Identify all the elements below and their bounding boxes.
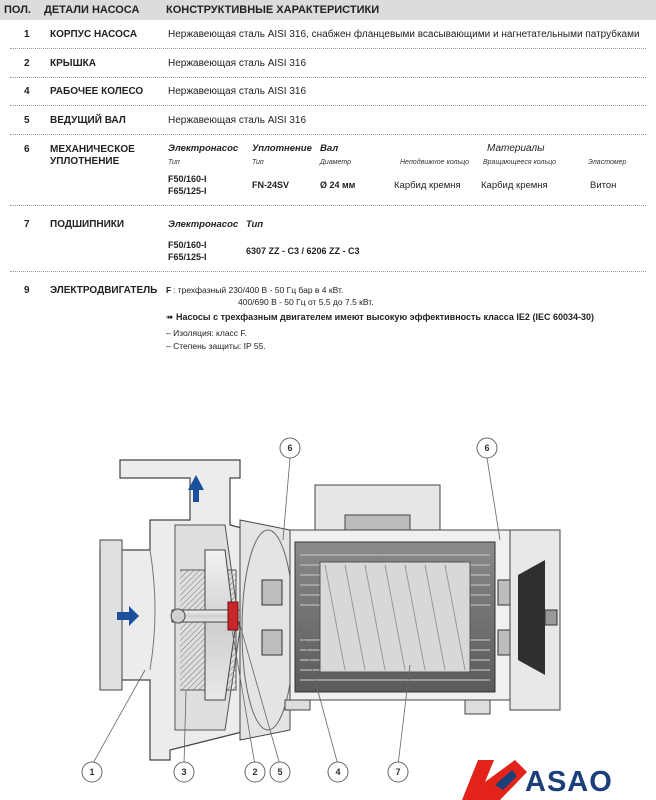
seal-sub-type: Тип	[252, 159, 264, 166]
seal-sub-elastomer: Эластомер	[588, 159, 627, 166]
table-header	[0, 0, 656, 20]
seal-header-seal: Уплотнение	[252, 143, 312, 154]
asao-logo-mark-icon	[462, 760, 527, 800]
seal-fixed-ring-value: Карбид кремня	[394, 180, 461, 191]
row-number: 5	[24, 115, 30, 126]
asao-logo-text: ASAO	[525, 766, 613, 798]
seal-sub-diameter: Диаметр	[320, 159, 351, 166]
motor-protection: – Степень защиты: IP 55.	[166, 341, 266, 351]
row-number: 9	[24, 285, 30, 296]
callout-label: 4	[335, 767, 341, 777]
row-value: Нержавеющая сталь AISI 316	[168, 86, 307, 97]
callout-label: 2	[252, 767, 258, 777]
row-name-line2: УПЛОТНЕНИЕ	[50, 156, 120, 167]
seal-header-materials: Материалы	[487, 143, 545, 154]
row-number: 6	[24, 144, 30, 155]
callout-label: 6	[287, 443, 293, 453]
row-name: ЭЛЕКТРОДВИГАТЕЛЬ	[50, 285, 158, 296]
motor-efficiency-note: ➠ Насосы с трехфазным двигателем имеют высокую эффективность класса IE2 (IEC 60034-30)	[166, 312, 594, 322]
seal-elastomer-value: Витон	[590, 180, 617, 191]
bearings-header-pump: Электронасос	[168, 219, 239, 230]
seal-rotating-ring-value: Карбид кремня	[481, 180, 548, 191]
seal-header-pump: Электронасос	[168, 143, 239, 154]
motor-line2: 400/690 В - 50 Гц от 5.5 до 7.5 кВт.	[238, 297, 374, 307]
divider	[10, 105, 646, 106]
row-value: Нержавеющая сталь AISI 316	[168, 58, 307, 69]
fan-cover	[510, 530, 560, 710]
row-name: ВЕДУЩИЙ ВАЛ	[50, 115, 126, 126]
bearings-type-value: 6307 ZZ - C3 / 6206 ZZ - C3	[246, 246, 360, 256]
divider	[10, 48, 646, 49]
seal-pump-2: F65/125-I	[168, 186, 207, 196]
row-number: 2	[24, 58, 30, 69]
callout-label: 7	[395, 767, 401, 777]
header-position: ПОЛ.	[4, 4, 31, 16]
seal-diameter-value: Ø 24 мм	[320, 180, 356, 190]
row-value: Нержавеющая сталь AISI 316	[168, 115, 307, 126]
divider	[10, 77, 646, 78]
motor-insulation: – Изоляция: класс F.	[166, 328, 248, 338]
seal-header-shaft: Вал	[320, 143, 339, 154]
row-number: 7	[24, 219, 30, 230]
callout-label: 6	[484, 443, 490, 453]
row-name-line1: МЕХАНИЧЕСКОЕ	[50, 144, 135, 155]
row-name: ПОДШИПНИКИ	[50, 219, 125, 230]
divider	[10, 134, 646, 135]
header-details: ДЕТАЛИ НАСОСА	[44, 4, 140, 16]
row-number: 1	[24, 29, 30, 40]
callout-label: 5	[277, 767, 283, 777]
motor-f-label: F	[166, 285, 172, 295]
bearings-pump-2: F65/125-I	[168, 252, 207, 262]
seal-sub-type: Тип	[168, 159, 180, 166]
header-spec: КОНСТРУКТИВНЫЕ ХАРАКТЕРИСТИКИ	[166, 4, 380, 16]
row-number: 4	[24, 86, 30, 97]
callout-label: 3	[181, 767, 187, 777]
row-value: Нержавеющая сталь AISI 316, снабжен фланцевыми всасывающими и нагнетательными патрубками	[168, 29, 640, 40]
seal-sub-fixed-ring: Неподвижное кольцо	[400, 159, 470, 166]
row-name: КОРПУС НАСОСА	[50, 29, 138, 40]
motor-line1: : трехфазный 230/400 В - 50 Гц бар в 4 кВт.	[173, 285, 344, 295]
seal-pump-1: F50/160-I	[168, 174, 207, 184]
callout-label: 1	[89, 767, 95, 777]
seal-sub-rotating-ring: Вращающееся кольцо	[483, 159, 557, 166]
divider	[10, 205, 646, 206]
bearings-header-type: Тип	[246, 219, 264, 230]
seal-type-value: FN-24SV	[252, 180, 290, 190]
bearings-pump-1: F50/160-I	[168, 240, 207, 250]
motor-housing	[285, 485, 510, 714]
row-name: РАБОЧЕЕ КОЛЕСО	[50, 86, 144, 97]
pump-cross-section-diagram	[0, 430, 656, 800]
row-name: КРЫШКА	[50, 58, 96, 69]
divider	[10, 271, 646, 272]
